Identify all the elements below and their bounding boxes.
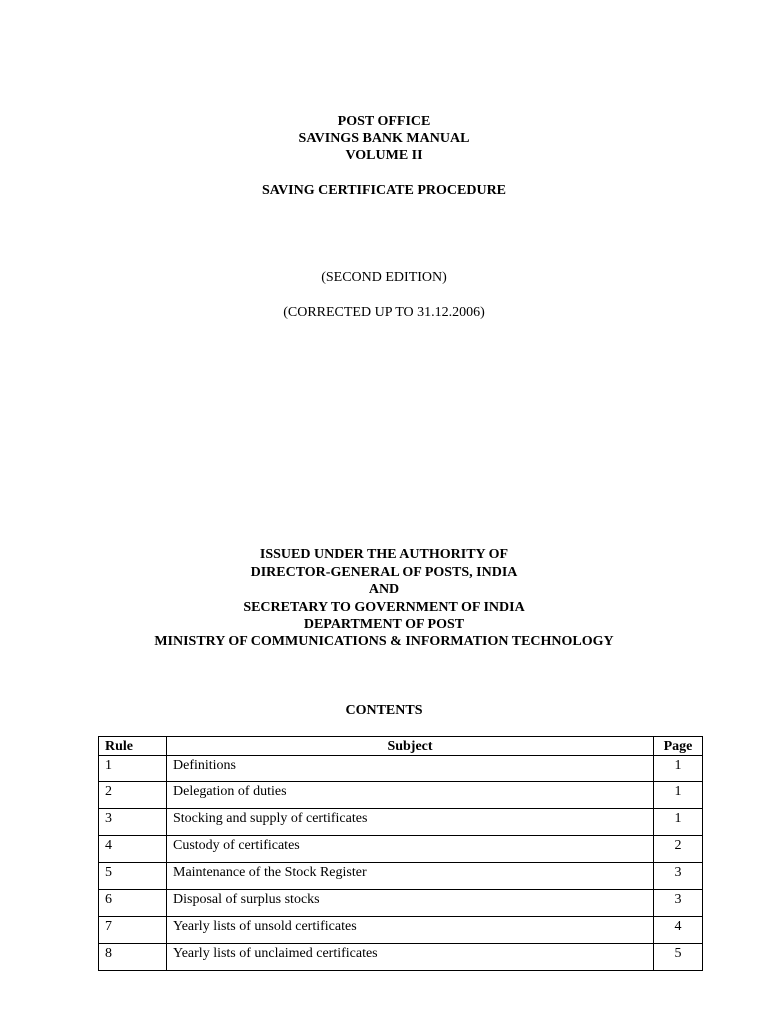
page-number: 1 (654, 756, 703, 782)
authority-line-2: DIRECTOR-GENERAL OF POSTS, INDIA (250, 565, 518, 580)
table-row (99, 836, 703, 863)
table-row (99, 756, 703, 782)
title-line-manual: SAVINGS BANK MANUAL (298, 131, 470, 146)
table-row (99, 944, 703, 971)
table-row (99, 917, 703, 944)
authority-line-4: SECRETARY TO GOVERNMENT OF INDIA (243, 600, 525, 615)
rule-number: 5 (99, 863, 167, 890)
contents-table (98, 736, 703, 971)
page-number: 4 (654, 917, 703, 944)
table-row (99, 809, 703, 836)
page-number: 1 (654, 809, 703, 836)
rule-subject: Stocking and supply of certificates (167, 809, 654, 836)
edition-label: (SECOND EDITION) (321, 270, 447, 285)
title-line-volume: VOLUME II (345, 148, 423, 163)
rule-number: 1 (99, 756, 167, 782)
page-number: 3 (654, 863, 703, 890)
rule-subject: Disposal of surplus stocks (167, 890, 654, 917)
rule-number: 4 (99, 836, 167, 863)
authority-line-3: AND (368, 582, 400, 597)
table-header-row (99, 737, 703, 756)
table-row (99, 890, 703, 917)
rule-subject: Delegation of duties (167, 782, 654, 809)
column-header-page: Page (654, 737, 703, 756)
rule-subject: Maintenance of the Stock Register (167, 863, 654, 890)
rule-subject: Yearly lists of unclaimed certificates (167, 944, 654, 971)
authority-line-6: MINISTRY OF COMMUNICATIONS & INFORMATION TECHNOLOGY (154, 634, 614, 649)
page-number: 1 (654, 782, 703, 809)
rule-subject: Definitions (167, 756, 654, 782)
rule-subject: Custody of certificates (167, 836, 654, 863)
rule-number: 3 (99, 809, 167, 836)
rule-number: 6 (99, 890, 167, 917)
table-row (99, 782, 703, 809)
rule-number: 2 (99, 782, 167, 809)
column-header-rule: Rule (99, 737, 167, 756)
page-number: 2 (654, 836, 703, 863)
corrected-date-label: (CORRECTED UP TO 31.12.2006) (283, 305, 485, 320)
rule-subject: Yearly lists of unsold certificates (167, 917, 654, 944)
page-number: 3 (654, 890, 703, 917)
rule-number: 7 (99, 917, 167, 944)
contents-heading: CONTENTS (345, 703, 423, 718)
authority-line-1: ISSUED UNDER THE AUTHORITY OF (259, 547, 509, 562)
rule-number: 8 (99, 944, 167, 971)
title-line-post-office: POST OFFICE (337, 114, 431, 129)
page-number: 5 (654, 944, 703, 971)
authority-line-5: DEPARTMENT OF POST (303, 617, 465, 632)
column-header-subject: Subject (167, 737, 654, 756)
table-row (99, 863, 703, 890)
document-subtitle: SAVING CERTIFICATE PROCEDURE (261, 183, 507, 198)
